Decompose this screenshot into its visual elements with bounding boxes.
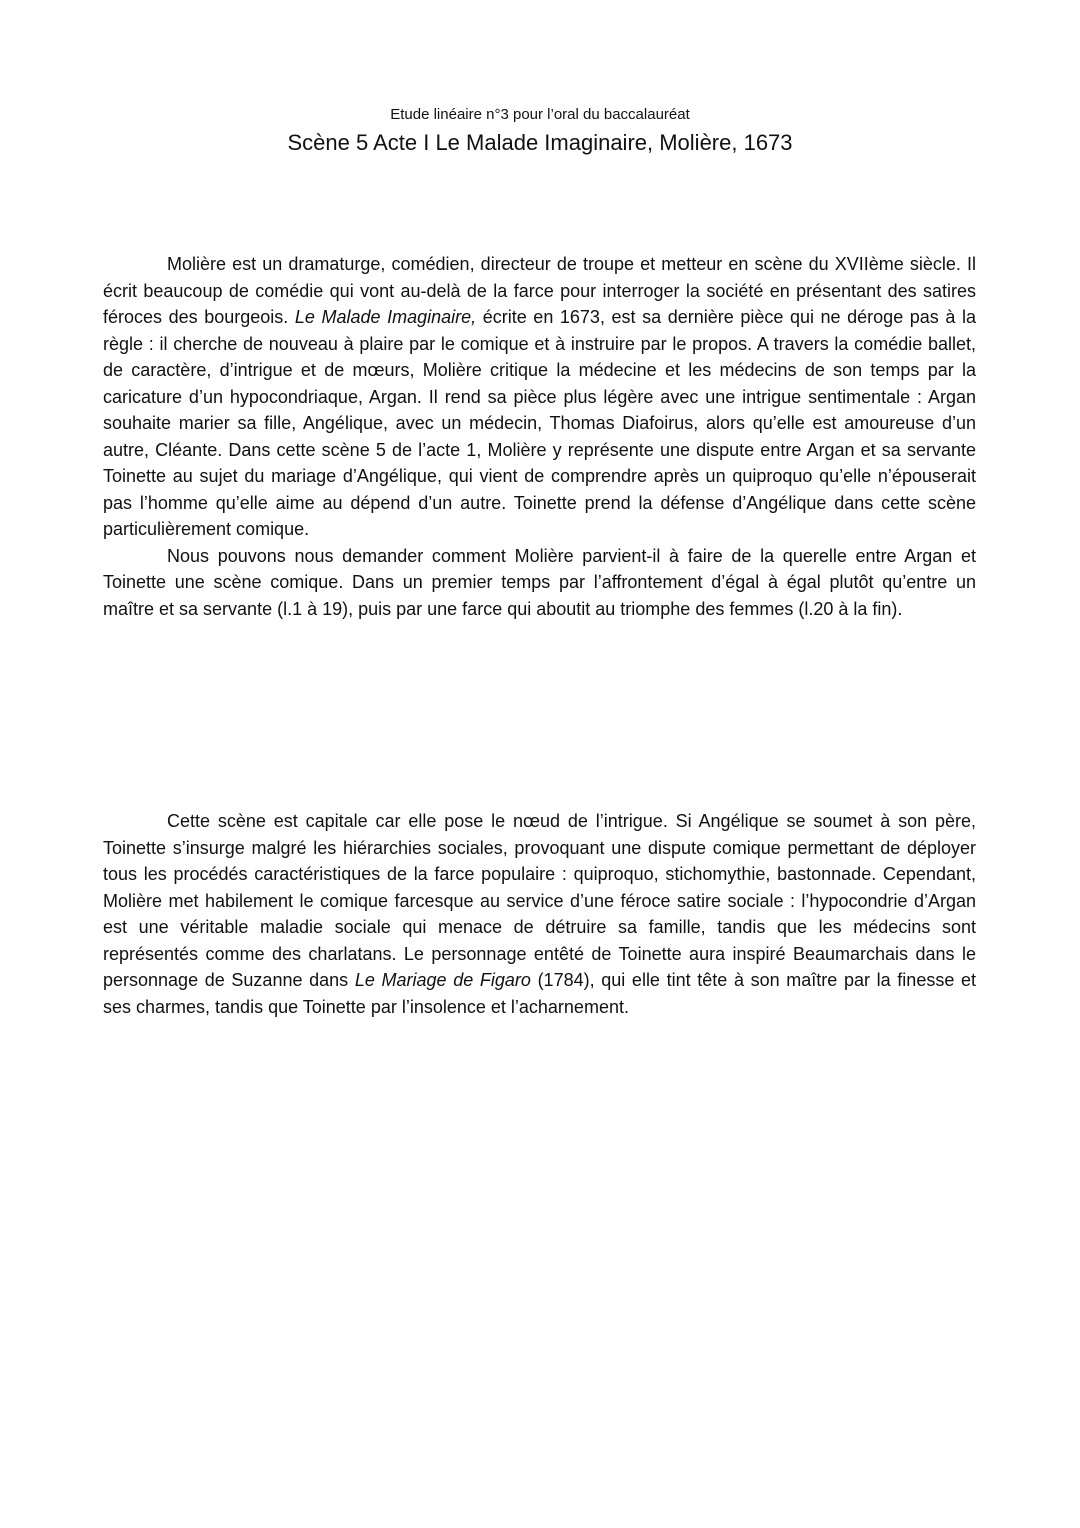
- conclusion-text-part-1: Cette scène est capitale car elle pose le nœud de l’intrigue. Si Angélique se soumet à son père, Toinette s’insurge malgré les hiérarchies sociales, provoquant une dispute comique permettant de déployer tous les procédés caractéristiques de la farce populaire : quiproquo, stichomythie, bastonnade. Cependant, Molière met habilement le comique farcesque au service d’une féroce satire sociale : l’hypocondrie d’Argan est une véritable maladie sociale qui menace de détruire sa famille, tandis que les médecins sont représentés comme des charlatans. Le personnage entêté de Toinette aura inspiré Beaumarchais dans le personnage de Suzanne dans: [103, 811, 976, 990]
- document-subtitle: Etude linéaire n°3 pour l’oral du baccalauréat: [390, 106, 690, 123]
- conclusion-italic-title: Le Mariage de Figaro: [354, 970, 531, 990]
- intro-italic-title: Le Malade Imaginaire,: [294, 307, 477, 327]
- introduction-paragraph-2: Nous pouvons nous demander comment Molière parvient-il à faire de la querelle entre Argan et Toinette une scène comique. Dans un premier temps par l’affrontement d’égal à égal plutôt qu’entre un maître et sa servante (l.1 à 19), puis par une farce qui aboutit au triomphe des femmes (l.20 à la fin).: [103, 545, 976, 619]
- conclusion-section: [103, 808, 976, 1020]
- introduction-section: [103, 251, 976, 622]
- introduction-paragraph-1: [103, 251, 976, 543]
- conclusion-text-part-2: (1784), qui elle tint tête à son maître par la finesse et ses charmes, tandis que Toinette par l’insolence et l’acharnement.: [103, 970, 977, 1017]
- intro-text-part-2: écrite en 1673, est sa dernière pièce qui ne déroge pas à la règle : il cherche de nouveau à plaire par le comique et à instruire par le propos. A travers la comédie ballet, de caractère, d’intrigue et de mœurs, Molière critique la médecine et les médecins de son temps par la caricature d’un hypocondriaque, Argan. Il rend sa pièce plus légère avec une intrigue sentimentale : Argan souhaite marier sa fille, Angélique, avec un médecin, Thomas Diafoirus, alors qu’elle est amoureuse d’un autre, Cléante. Dans cette scène 5 de l’acte 1, Molière y représente une dispute entre Argan et sa servante Toinette au sujet du mariage d’Angélique, qui vient de comprendre après un quiproquo qu’elle n’épouserait pas l’homme qu’elle aime au dépend d’un autre. Toinette prend la défense d’Angélique dans cette scène particulièrement comique.: [103, 307, 976, 539]
- intro-text-part-1: Molière est un dramaturge, comédien, directeur de troupe et metteur en scène du XVIIème siècle. Il écrit beaucoup de comédie qui vont au-delà de la farce pour interroger la société en présentant des satires féroces des bourgeois.: [103, 254, 976, 327]
- conclusion-paragraph: [103, 808, 976, 1020]
- document-title: Scène 5 Acte I Le Malade Imaginaire, Molière, 1673: [287, 130, 793, 155]
